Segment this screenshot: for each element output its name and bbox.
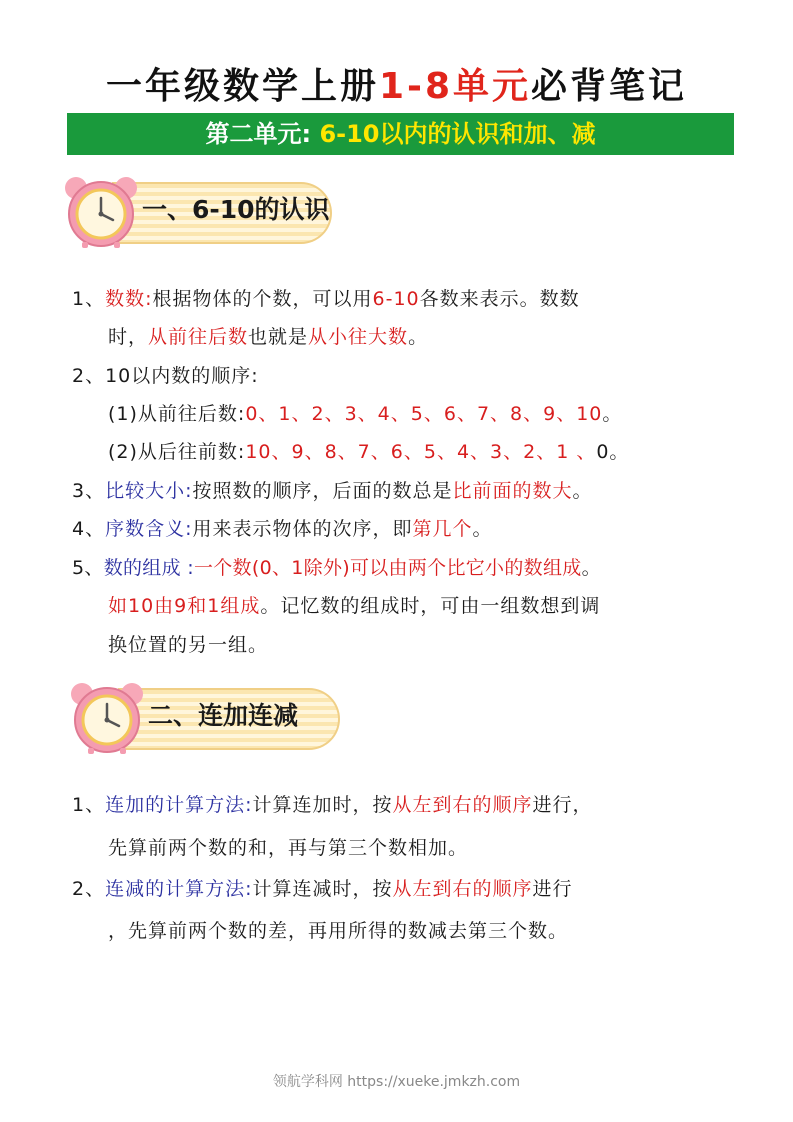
text: 2、 bbox=[72, 878, 106, 900]
text: 3、 bbox=[72, 480, 106, 502]
alarm-clock-icon bbox=[68, 678, 146, 756]
text: 各数来表示。数数 bbox=[419, 288, 580, 310]
s1-line-9 bbox=[108, 591, 600, 618]
text: 用来表示物体的次序，即 bbox=[192, 518, 413, 540]
section-title: 一、6-10的认识 bbox=[142, 195, 330, 224]
text: 进行 bbox=[532, 878, 573, 900]
text: 比较大小: bbox=[105, 480, 193, 502]
text: 也就是 bbox=[248, 326, 309, 348]
text: 0、1、2、3、4、5、6、7、8、9、10 bbox=[245, 403, 603, 425]
s1-line-7 bbox=[72, 514, 493, 541]
text: 1、 bbox=[72, 288, 106, 310]
s1-line-8 bbox=[72, 553, 601, 580]
text: 计算连减时，按 bbox=[252, 878, 393, 900]
text: 序数含义: bbox=[105, 518, 193, 540]
text: (2)从后往前数: bbox=[108, 441, 246, 463]
text: 2、10以内数的顺序: bbox=[72, 365, 259, 387]
title-part-1: 一年级数学上册 bbox=[105, 66, 379, 107]
unit-label: 第二单元: bbox=[205, 120, 320, 148]
text: (1)从前往后数: bbox=[108, 403, 246, 425]
text: ，先算前两个数的差，再用所得的数减去第三个数。 bbox=[108, 920, 569, 942]
text: 。 bbox=[602, 403, 623, 425]
text: 换位置的另一组。 bbox=[108, 634, 269, 656]
text: 6-10 bbox=[372, 288, 420, 310]
s2-line-1 bbox=[72, 790, 593, 817]
text: 数数: bbox=[105, 288, 153, 310]
s1-line-1 bbox=[72, 284, 580, 311]
page-title bbox=[0, 58, 793, 109]
title-part-2: 1-8单元 bbox=[378, 66, 532, 107]
text: 数的组成 : bbox=[103, 557, 194, 579]
text: 。 bbox=[572, 480, 593, 502]
s1-line-2 bbox=[108, 322, 428, 349]
text: 时， bbox=[108, 326, 149, 348]
text: 根据物体的个数，可以用 bbox=[152, 288, 373, 310]
footer-source: 领航学科网 https://xueke.jmkzh.com bbox=[272, 1074, 521, 1090]
s1-line-3 bbox=[72, 361, 259, 388]
section-header-2 bbox=[68, 678, 358, 758]
text: 从左到右的顺序 bbox=[392, 878, 533, 900]
s2-line-4 bbox=[108, 916, 568, 943]
s2-line-2 bbox=[108, 833, 468, 860]
text: 10、9、8、7、6、5、4、3、2、1 、 bbox=[245, 441, 597, 463]
title-part-3: 必背笔记 bbox=[531, 66, 688, 107]
text: 。 bbox=[581, 557, 601, 579]
s1-line-5 bbox=[108, 437, 629, 464]
text: 先算前两个数的和，再与第三个数相加。 bbox=[108, 837, 469, 859]
text: 第几个 bbox=[412, 518, 473, 540]
text: 从小往大数 bbox=[308, 326, 409, 348]
s1-line-10 bbox=[108, 630, 268, 657]
text: 连加的计算方法: bbox=[105, 794, 253, 816]
text: 一个数(0、1除外)可以由两个比它小的数组成 bbox=[193, 557, 582, 579]
text: 进行， bbox=[532, 794, 593, 816]
unit-banner bbox=[67, 113, 734, 155]
text: 5、 bbox=[72, 557, 104, 579]
text: 1、 bbox=[72, 794, 106, 816]
unit-topic: 6-10以内的认识和加、减 bbox=[319, 120, 596, 148]
s2-line-3 bbox=[72, 874, 573, 901]
s1-line-4 bbox=[108, 399, 622, 426]
text: 从前往后数 bbox=[148, 326, 249, 348]
text: 如10由9和1组成 bbox=[108, 595, 261, 617]
text: 。记忆数的组成时，可由一组数想到调 bbox=[260, 595, 601, 617]
text: 从左到右的顺序 bbox=[392, 794, 533, 816]
alarm-clock-icon bbox=[62, 172, 140, 250]
text: 4、 bbox=[72, 518, 106, 540]
section-header-1 bbox=[62, 172, 342, 252]
text: 按照数的顺序，后面的数总是 bbox=[192, 480, 453, 502]
text: 计算连加时，按 bbox=[252, 794, 393, 816]
text: 连减的计算方法: bbox=[105, 878, 253, 900]
text: 。 bbox=[408, 326, 429, 348]
text: 。 bbox=[472, 518, 493, 540]
text: 0。 bbox=[596, 441, 630, 463]
section-title: 二、连加连减 bbox=[148, 701, 299, 730]
text: 比前面的数大 bbox=[452, 480, 573, 502]
s1-line-6 bbox=[72, 476, 593, 503]
